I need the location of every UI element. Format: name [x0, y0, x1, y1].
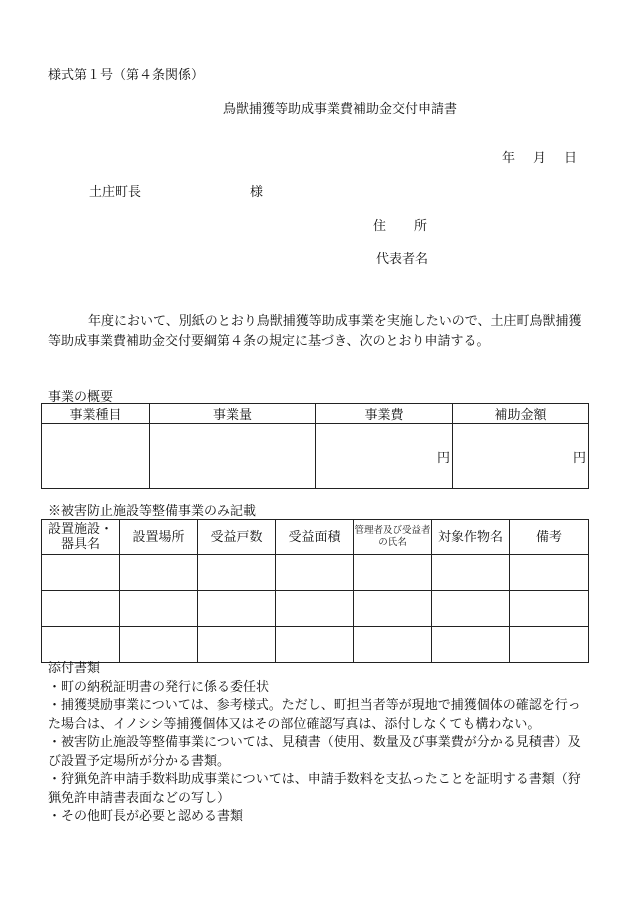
table-cell[interactable] — [276, 555, 354, 591]
attachment-item: ・狩猟免許申請手数料助成事業については、申請手数料を支払ったことを証明する書類（狩猟免許申請書表面などの写し） — [48, 772, 581, 806]
facility-table — [41, 519, 589, 663]
attachment-item: ・その他町長が必要と認める書類 — [48, 809, 244, 824]
table-cell[interactable] — [120, 555, 198, 591]
facility-row — [42, 627, 589, 663]
table-cell[interactable] — [198, 627, 276, 663]
business-type-field[interactable] — [42, 424, 150, 489]
table-cell[interactable] — [510, 555, 589, 591]
table-cell[interactable] — [42, 627, 120, 663]
table-cell[interactable] — [198, 591, 276, 627]
summary-header-cell: 事業量 — [150, 404, 316, 424]
table-cell[interactable] — [510, 627, 589, 663]
subsidy-amount-field[interactable] — [453, 424, 589, 489]
address-label — [373, 215, 427, 234]
date-day-label: 日 — [564, 151, 578, 166]
yen-unit: 円 — [436, 450, 450, 466]
date-year-label: 年 — [502, 151, 516, 166]
table-cell[interactable] — [432, 627, 510, 663]
yen-unit: 円 — [572, 450, 586, 466]
facility-header-cell: 設置場所 — [120, 520, 198, 555]
facility-row — [42, 555, 589, 591]
address-label-first: 住 — [373, 219, 387, 234]
table-cell[interactable] — [354, 591, 432, 627]
summary-table — [41, 403, 589, 489]
attachment-item: ・捕獲奨励事業については、参考様式。ただし、町担当者等が現地で捕獲個体の確認を行った場合は、イノシシ等捕獲個体又はその部位確認写真は、添付しなくても構わない。 — [48, 698, 581, 732]
form-number: 様式第１号（第４条関係） — [48, 68, 205, 83]
summary-heading: 事業の概要 — [48, 390, 114, 405]
table-cell[interactable] — [510, 591, 589, 627]
attachments-section — [48, 660, 593, 827]
addressee: 土庄町長 — [89, 185, 142, 200]
honorific: 様 — [250, 185, 264, 200]
table-cell[interactable] — [120, 591, 198, 627]
table-cell[interactable] — [276, 591, 354, 627]
table-cell[interactable] — [198, 555, 276, 591]
date-month-label: 月 — [533, 151, 547, 166]
facility-header-cell: 管理者及び受益者の氏名 — [354, 520, 432, 555]
summary-header-cell: 補助金額 — [453, 404, 589, 424]
attachment-item: ・被害防止施設等整備事業については、見積書（使用、数量及び事業費が分かる見積書）及び設置予定場所が分かる書類。 — [48, 735, 581, 769]
table-cell[interactable] — [120, 627, 198, 663]
summary-header-cell: 事業種目 — [42, 404, 150, 424]
facility-header-cell: 備考 — [510, 520, 589, 555]
table-cell[interactable] — [432, 555, 510, 591]
facility-header-cell: 対象作物名 — [432, 520, 510, 555]
table-cell[interactable] — [354, 555, 432, 591]
table-cell[interactable] — [42, 591, 120, 627]
summary-input-row — [42, 424, 589, 489]
facility-header-label: 設置施設・器具名 — [47, 522, 113, 552]
facility-row — [42, 591, 589, 627]
address-label-second: 所 — [414, 219, 428, 234]
attachment-item: ・町の納税証明書の発行に係る委任状 — [48, 679, 270, 695]
attachments-heading: 添付書類 — [48, 661, 101, 676]
table-cell[interactable] — [354, 627, 432, 663]
facility-heading: ※被害防止施設等整備事業のみ記載 — [48, 504, 257, 519]
summary-header-row — [42, 404, 589, 424]
facility-header-cell — [42, 520, 120, 555]
table-cell[interactable] — [276, 627, 354, 663]
business-cost-field[interactable] — [316, 424, 453, 489]
application-body-text: 年度において、別紙のとおり鳥獣捕獲等助成事業を実施したいので、土庄町鳥獣捕獲等助成事業費補助金交付要綱第４条の規定に基づき、次のとおり申請する。 — [48, 314, 582, 349]
facility-header-cell: 受益戸数 — [198, 520, 276, 555]
summary-header-cell: 事業費 — [316, 404, 453, 424]
facility-header-cell: 受益面積 — [276, 520, 354, 555]
facility-header-row — [42, 520, 589, 555]
table-cell[interactable] — [432, 591, 510, 627]
date-line — [502, 147, 577, 166]
representative-label: 代表者名 — [376, 252, 429, 267]
document-title: 鳥獣捕獲等助成事業費補助金交付申請書 — [223, 102, 458, 117]
table-cell[interactable] — [42, 555, 120, 591]
business-volume-field[interactable] — [150, 424, 316, 489]
